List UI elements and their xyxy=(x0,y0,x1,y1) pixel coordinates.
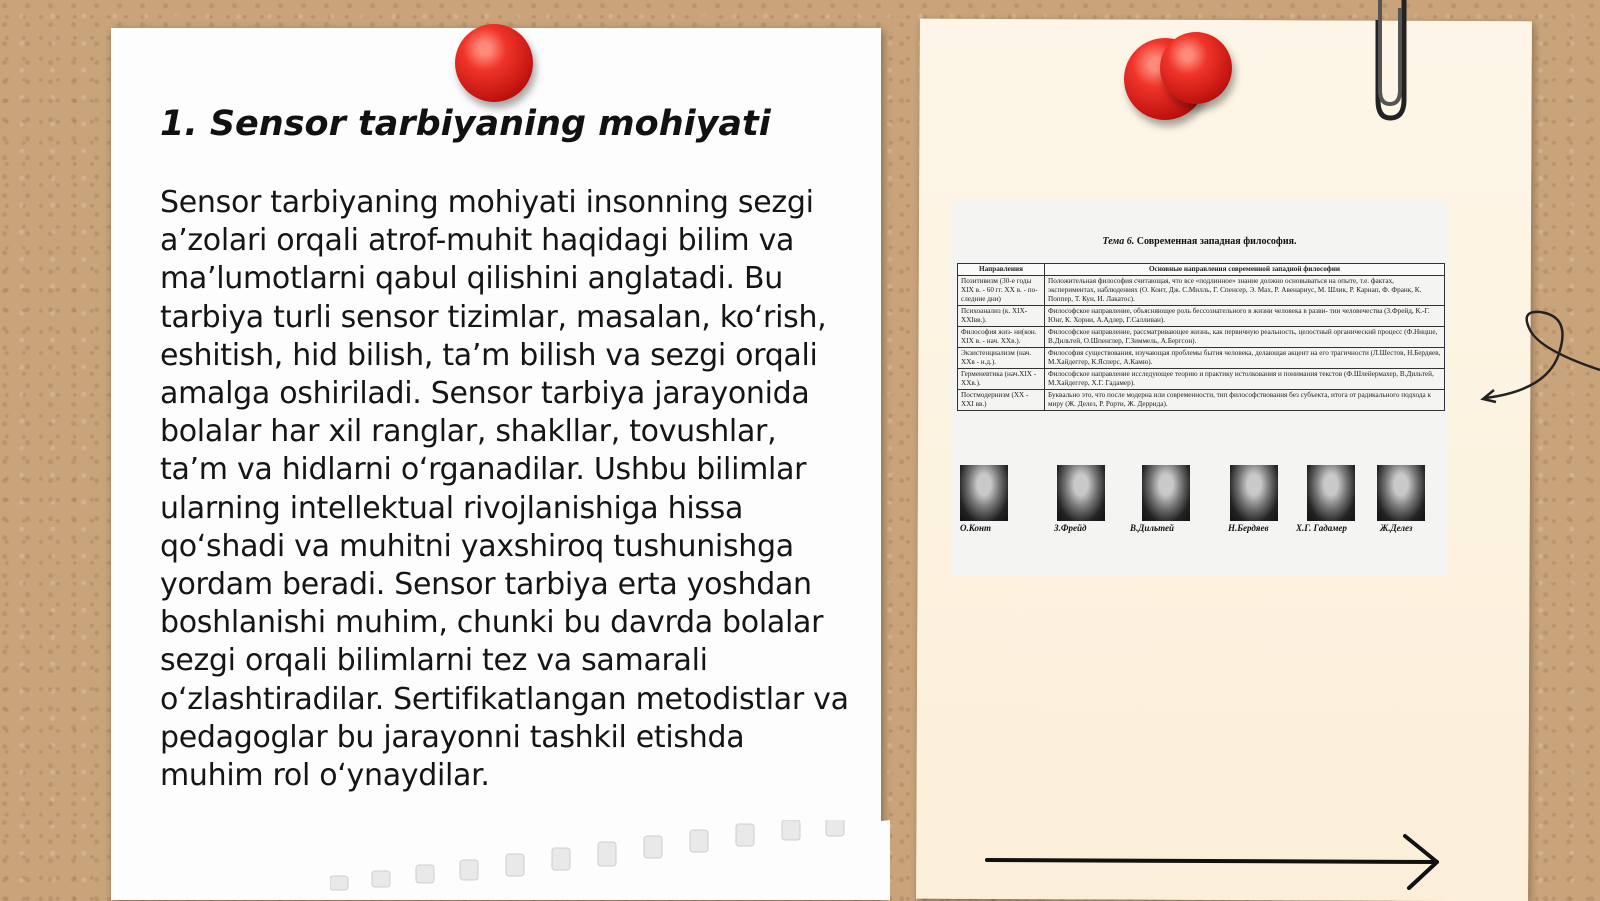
table-cell: Философское направление, рассматривающее жизнь, как первичную реальность, целостный органический процесс (Ф.Ницше, В.Дильтей, О.Шпенглер, Г.Зиммель, А.Бергсон). xyxy=(1045,327,1445,348)
philosophy-table xyxy=(957,263,1445,411)
body-paragraph: Sensor tarbiyaning mohiyati insonning sezgi a’zolari orqali atrof-muhit haqidagi bilim va ma’lumotlarni qabul qilishini anglatadi. Bu tarbiya turli sensor tizimlar, masalan, ko‘rish, eshitish, hid bilish, ta’m bilish va sezgi orqali amalga oshiriladi. Sensor tarbiya jarayonida bolalar har xil ranglar, shakllar, tovushlar, ta’m va hidlarni o‘rganadilar. Ushbu bilimlar ularning intellektual rivojlanishiga hissa qo‘shadi va muhitni yaxshiroq tushunishga yordam beradi. Sensor tarbiya erta yoshdan boshlanishi muhim, chunki bu davrda bolalar sezgi orqali bilimlarni tez va samarali o‘zlashtiradilar. Sertifikatlangan metodistlar va pedagoglar bu jarayonni tashkil etishda muhim rol o‘ynaydilar. xyxy=(160,185,849,794)
portrait-photo xyxy=(1307,465,1355,521)
portrait-photo xyxy=(1377,465,1425,521)
table-cell: Герменевтика (нач.XIX - XXв.). xyxy=(958,369,1045,390)
portrait-photo xyxy=(960,465,1008,521)
table-cell: Положительная философия считающая, что все «подлинное» знание должно основываться на опыте, т.е. фактах, экспериментах, наблюдениях (О. Конт, Дж. С.Милль, Г. Спенсер, Э. Мах, Р. Авенариус, М. Шлик, Р. Карнап, Ф. Франк, К. Поппер, Т. Кун, И. Лакатос). xyxy=(1045,276,1445,306)
column-header: Основные направления современной западной философии xyxy=(1045,264,1445,276)
table-cell: Философское направление, объясняющее роль бессознательного в жизни человека в разви- тии человечества (З.Фрейд, К.-Г. Юнг, К. Хорни, А.Адлер, Г.Салливан). xyxy=(1045,306,1445,327)
table-row xyxy=(958,348,1445,369)
portrait-caption: Ж.Делез xyxy=(1380,523,1413,533)
embedded-document-image xyxy=(952,200,1447,575)
portrait-photo xyxy=(1057,465,1105,521)
portrait-photo xyxy=(1230,465,1278,521)
portrait-photo xyxy=(1142,465,1190,521)
table-cell: Буквально это, что после модерна или современности, тип философствования без субъекта, итога от радикального подхода к миру (Ж. Делез, Р. Рорти, Ж. Деррида). xyxy=(1045,390,1445,411)
table-header-row xyxy=(958,264,1445,276)
table-cell: Философия жиз- ни(кон. XIX в. - нач. XXв.). xyxy=(958,327,1045,348)
portrait-caption: З.Фрейд xyxy=(1054,523,1087,533)
page-title: 1. Sensor tarbiyaning mohiyati xyxy=(160,104,771,144)
table-cell: Экзистенциализм (нач. XXв - н.д.). xyxy=(958,348,1045,369)
portrait-caption: Х.Г. Гадамер xyxy=(1296,523,1347,533)
red-pushpin-icon xyxy=(1160,32,1232,104)
paper-clip-icon xyxy=(1370,0,1414,125)
portrait-caption: Н.Бердяев xyxy=(1228,523,1269,533)
table-cell: Психоанализ (к. XIX-XXIвв.). xyxy=(958,306,1045,327)
table-row xyxy=(958,276,1445,306)
portrait-caption: В.Дильтей xyxy=(1130,523,1175,533)
table-cell: Философия существования, изучающая проблемы бытия человека, делающая акцент на его трагичности (Л.Шестов, Н.Бердяев, М.Хайдеггер, К.Ясперс, А.Камю). xyxy=(1045,348,1445,369)
column-header: Направления xyxy=(958,264,1045,276)
table-row xyxy=(958,369,1445,390)
curly-arrow-icon xyxy=(1480,310,1600,410)
table-cell: Философское направление исследующее теорию и практику истолкования и понимания текстов (Ф.Шлейермахер, В.Дильтей, М.Хайдеггер, Х.Г. Гадамер). xyxy=(1045,369,1445,390)
portrait-caption: О.Конт xyxy=(960,523,992,533)
portrait-row xyxy=(952,465,1447,535)
table-row xyxy=(958,306,1445,327)
red-pushpin-icon xyxy=(455,24,533,102)
table-row xyxy=(958,390,1445,411)
document-title: Тема 6. Современная западная философия. xyxy=(1102,236,1297,247)
table-cell: Позитивизм (30-е годы XIX в. - 60 гг. XX в. - по- следние дни) xyxy=(958,276,1045,306)
table-row xyxy=(958,327,1445,348)
table-cell: Постмодернизм (XX - XXI вв.) xyxy=(958,390,1045,411)
arrow-right-icon xyxy=(985,830,1445,890)
